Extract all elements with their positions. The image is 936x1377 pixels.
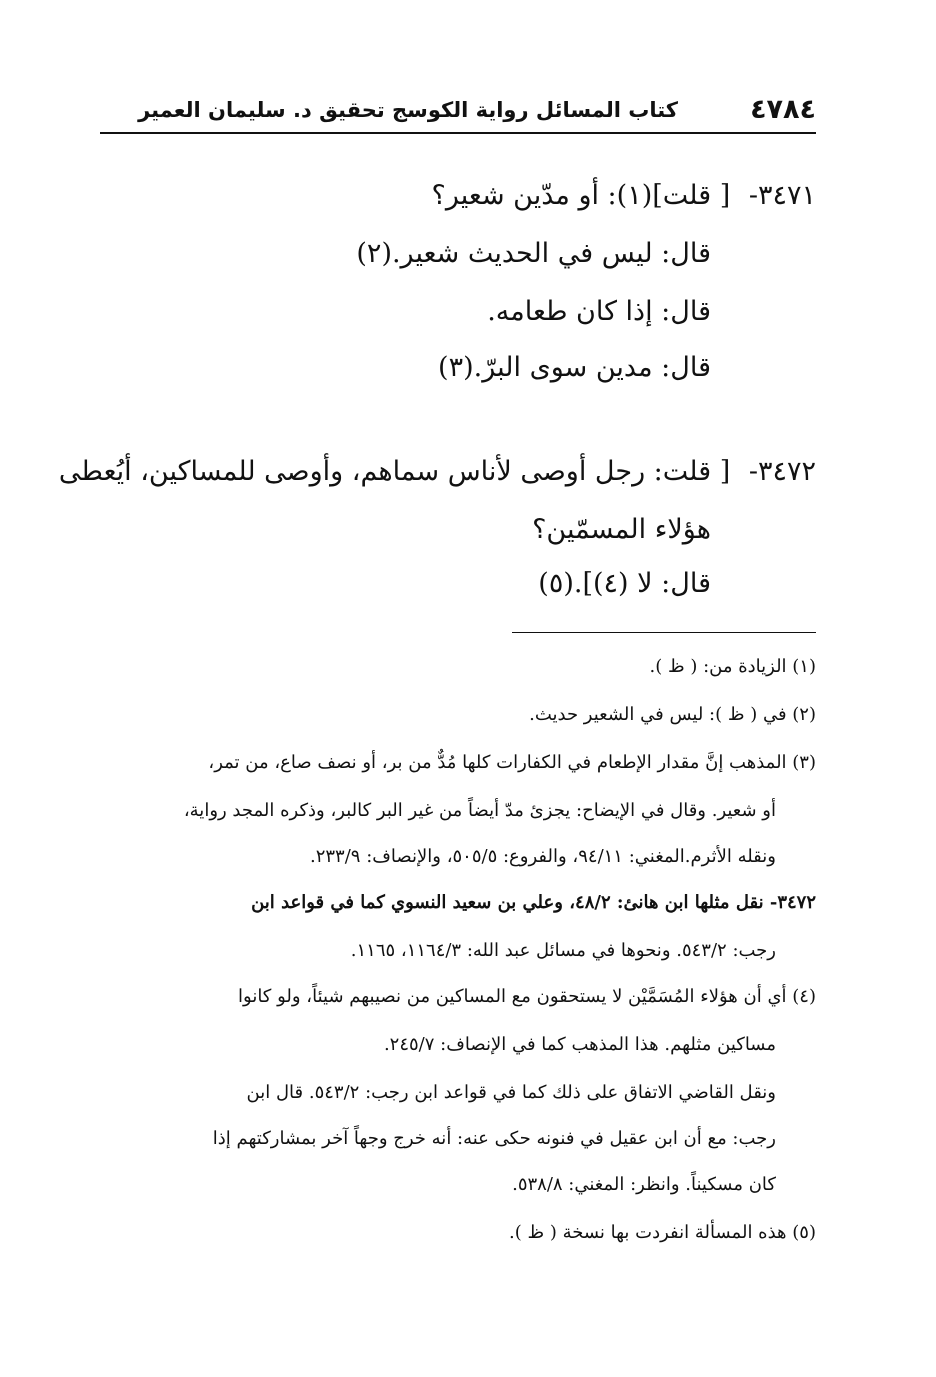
entry-number: ٣٤٧١- <box>748 180 816 211</box>
entry-line: قال: لا (٤)].(٥) <box>538 568 711 599</box>
entry-line: قال: إذا كان طعامه. <box>487 296 711 327</box>
footnote-4: (٤) أي أن هؤلاء المُسَمَّيْن لا يستحقون مع المساكين من نصيبهم شيئاً، ولو كانوا <box>238 986 816 1007</box>
footnote-3: (٣) المذهب إنَّ مقدار الإطعام في الكفارات كلها مُدٌّ من بر، أو نصف صاع، من تمر، <box>208 752 816 773</box>
page-number: ٤٧٨٤ <box>750 94 816 125</box>
footnote-2: (٢) في ( ظ ): ليس في الشعير حديث. <box>529 704 816 725</box>
entry-line <box>59 456 816 487</box>
footnote-4-cont: كان مسكيناً. وانظر: المغني: ٥٣٨/٨. <box>512 1174 776 1195</box>
entry-line: قال: ليس في الحديث شعير.(٢) <box>356 238 711 269</box>
page-header <box>100 90 816 132</box>
footnote-4-cont: رجب: مع أن ابن عقيل في فنونه حكى عنه: أنه خرج وجهاً آخر بمشاركتهم إذا <box>212 1128 776 1149</box>
footnote-4-cont: مساكين مثلهم. هذا المذهب كما في الإنصاف: ٢٤٥/٧. <box>383 1034 776 1055</box>
entry-text: [ قلت: رجل أوصى لأناس سماهم، وأوصى للمساكين، أيُعطى <box>58 456 731 487</box>
footnote-3472: ٣٤٧٢- نقل مثلها ابن هانئ: ٤٨/٢، وعلي بن سعيد النسوي كما في قواعد ابن <box>251 892 816 913</box>
entry-number: ٣٤٧٢- <box>748 456 816 487</box>
footnote-4-cont: ونقل القاضي الاتفاق على ذلك كما في قواعد ابن رجب: ٥٤٣/٢. قال ابن <box>246 1082 776 1103</box>
footnote-1: (١) الزيادة من: ( ظ ). <box>649 656 816 677</box>
footnote-3472-cont: رجب: ٥٤٣/٢. ونحوها في مسائل عبد الله: ١١٦٤/٣، ١١٦٥. <box>350 940 776 961</box>
entry-line <box>432 180 816 211</box>
entry-line: قال: مدين سوى البرّ.(٣) <box>438 352 711 383</box>
entry-line: هؤلاء المسمّين؟ <box>532 514 711 545</box>
header-rule <box>100 132 816 134</box>
footnote-5: (٥) هذه المسألة انفردت بها نسخة ( ظ ). <box>509 1222 816 1243</box>
entry-text: [ قلت](١): أو مدّين شعير؟ <box>431 180 731 211</box>
running-title: كتاب المسائل رواية الكوسج تحقيق د. سليمان العمير <box>138 98 678 122</box>
footnote-rule <box>512 632 816 633</box>
footnote-3-cont: أو شعير. وقال في الإيضاح: يجزئ مدّ أيضاً من غير البر كالبر، وذكره المجد رواية، <box>183 800 776 821</box>
footnote-3-cont: ونقله الأثرم.المغني: ٩٤/١١، والفروع: ٥٠٥/٥، والإنصاف: ٢٣٣/٩. <box>309 846 776 867</box>
